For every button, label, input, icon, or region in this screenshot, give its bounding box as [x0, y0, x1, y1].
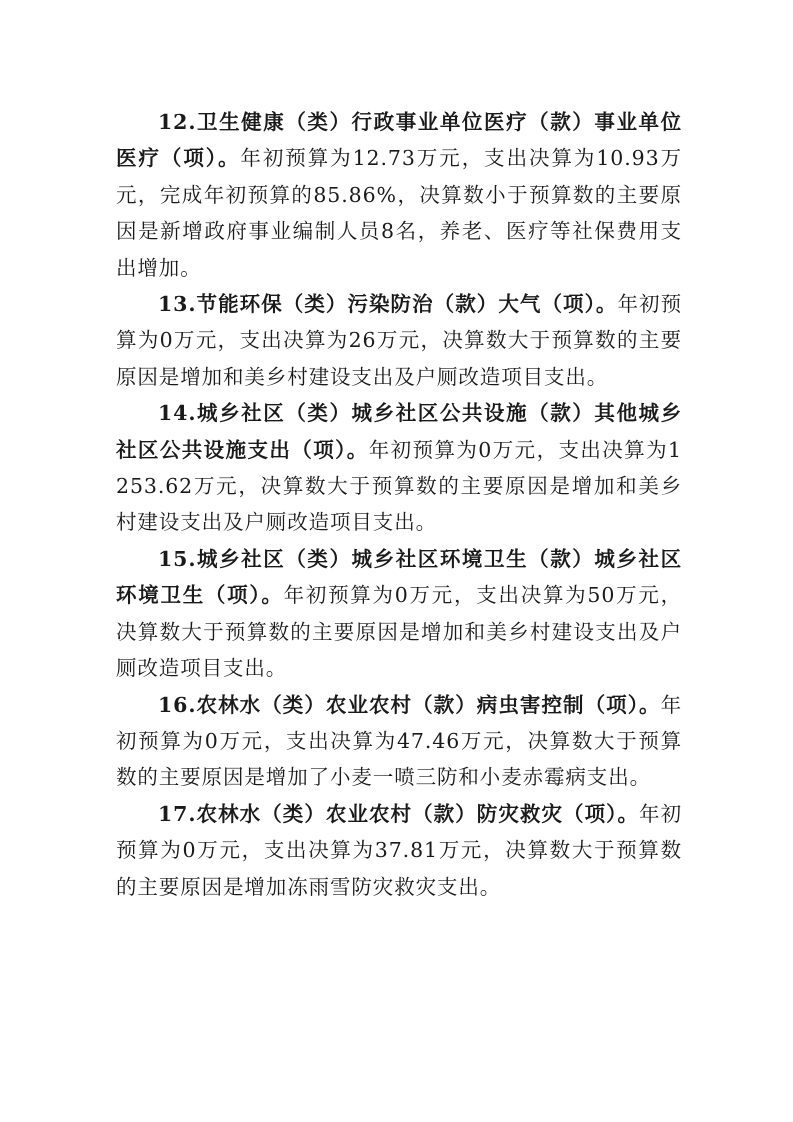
paragraph-text: 年初预算为0万元，支出决算为1253.62万元，决算数大于预算数的主要原因是增加和美乡村建设支出及户厕改造项目支出。 [116, 437, 682, 535]
paragraph-heading: 17.农林水（类）农业农村（款）防灾救灾（项）。 [158, 801, 640, 826]
paragraph-heading: 13.节能环保（类）污染防治（款）大气（项）。 [158, 292, 618, 317]
paragraph-14 [116, 395, 682, 541]
paragraph-17 [116, 796, 682, 905]
paragraph-12 [116, 104, 682, 286]
paragraph-heading: 15.城乡社区（类）城乡社区环境卫生（款）城乡社区环境卫生（项）。 [116, 546, 682, 608]
document-page [116, 104, 682, 905]
paragraph-text: 年初预算为12.73万元，支出决算为10.93万元，完成年初预算的85.86%，决算数小于预算数的主要原因是新增政府事业编制人员8名，养老、医疗等社保费用支出增加。 [116, 146, 682, 280]
paragraph-heading: 16.农林水（类）农业农村（款）病虫害控制（项）。 [158, 692, 661, 717]
paragraph-13 [116, 286, 682, 395]
paragraph-text: 年初预算为0万元，支出决算为26万元，决算数大于预算数的主要原因是增加和美乡村建设支出及户厕改造项目支出。 [116, 292, 682, 389]
paragraph-16 [116, 687, 682, 796]
paragraph-15 [116, 541, 682, 687]
paragraph-text: 年初预算为0万元，支出决算为37.81万元，决算数大于预算数的主要原因是增加冻雨雪防灾救灾支出。 [116, 801, 682, 899]
paragraph-heading: 14.城乡社区（类）城乡社区公共设施（款）其他城乡社区公共设施支出（项）。 [116, 401, 682, 462]
paragraph-text: 年初预算为0万元，支出决算为47.46万元，决算数大于预算数的主要原因是增加了小麦一喷三防和小麦赤霉病支出。 [116, 692, 682, 790]
paragraph-text: 年初预算为0万元，支出决算为50万元，决算数大于预算数的主要原因是增加和美乡村建设支出及户厕改造项目支出。 [116, 583, 682, 681]
paragraph-heading: 12.卫生健康（类）行政事业单位医疗（款）事业单位医疗（项）。 [116, 110, 682, 171]
